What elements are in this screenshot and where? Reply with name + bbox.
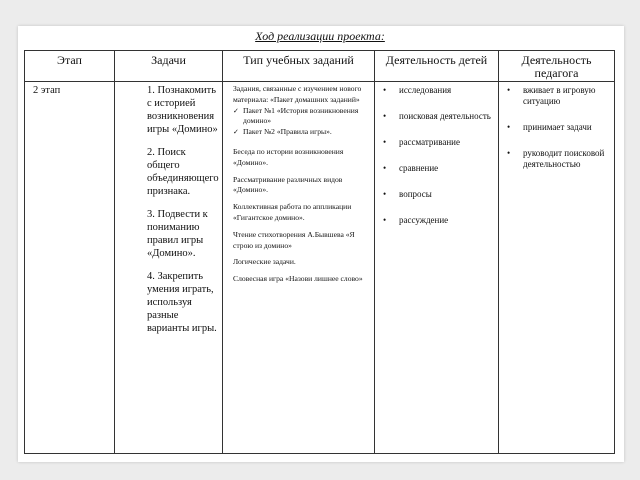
bullet-icon: • bbox=[507, 85, 511, 95]
task-item: 4. Закрепить умения играть, используя разные варианты игры. bbox=[147, 271, 217, 334]
list-item: • руководит поисковой деятельностью bbox=[507, 148, 605, 169]
list-item: • исследования bbox=[383, 85, 452, 95]
tasks-cell bbox=[115, 82, 223, 454]
checked-item: ✓ Пакет №2 «Правила игры». bbox=[233, 127, 370, 138]
activity-item: Рассматривание различных видов «Домино». bbox=[233, 174, 343, 195]
list-item: • рассматривание bbox=[383, 137, 460, 147]
project-table bbox=[24, 50, 615, 454]
list-item: • сравнение bbox=[383, 163, 439, 173]
children-cell bbox=[375, 82, 499, 454]
bullet-icon: • bbox=[383, 215, 387, 225]
types-intro: Задания, связанные с изучением нового материала: «Пакет домашних заданий» bbox=[233, 84, 362, 104]
activity-item: Словесная игра «Назови лишнее слово» bbox=[233, 274, 363, 284]
header-types: Тип учебных заданий bbox=[223, 51, 375, 82]
bullet-icon: • bbox=[383, 189, 387, 199]
activity-item: Чтение стихотворения А.Бывшева «Я строю из домино» bbox=[233, 229, 355, 250]
checked-item: ✓ Пакет №1 «История возникновения домино» bbox=[233, 106, 370, 128]
page-title: Ход реализации проекта: bbox=[255, 29, 385, 43]
task-item: 2. Поиск общего объединяющего признака. bbox=[147, 147, 219, 197]
activity-item: Коллективная работа по аппликации «Гигантское домино». bbox=[233, 202, 352, 222]
task-item: 3. Подвести к пониманию правил игры «Домино». bbox=[147, 209, 208, 259]
activity-item: Логические задачи. bbox=[233, 257, 296, 267]
bullet-icon: • bbox=[383, 111, 387, 121]
list-item: • вопросы bbox=[383, 189, 432, 199]
table-row bbox=[25, 82, 615, 454]
header-teacher: Деятельность педагога bbox=[499, 51, 615, 82]
header-tasks: Задачи bbox=[115, 51, 223, 82]
bullet-icon: • bbox=[383, 85, 387, 95]
types-cell bbox=[223, 82, 375, 454]
bullet-icon: • bbox=[507, 148, 511, 158]
bullet-icon: • bbox=[383, 163, 387, 173]
stage-cell: 2 этап bbox=[25, 82, 115, 454]
list-item: • принимает задачи bbox=[507, 122, 592, 132]
list-item: • рассуждение bbox=[383, 215, 449, 225]
header-stage: Этап bbox=[25, 51, 115, 82]
list-item: • вживает в игровую ситуацию bbox=[507, 85, 596, 106]
header-children: Деятельность детей bbox=[375, 51, 499, 82]
header-row bbox=[25, 51, 615, 82]
activity-item: Беседа по истории возникновения «Домино». bbox=[233, 146, 344, 167]
bullet-icon: • bbox=[383, 137, 387, 147]
teacher-cell bbox=[499, 82, 615, 454]
list-item: • поисковая деятельность bbox=[383, 111, 491, 121]
task-item: 1. Познакомить с историей возникновения игры «Домино» bbox=[147, 85, 218, 135]
bullet-icon: • bbox=[507, 122, 511, 132]
